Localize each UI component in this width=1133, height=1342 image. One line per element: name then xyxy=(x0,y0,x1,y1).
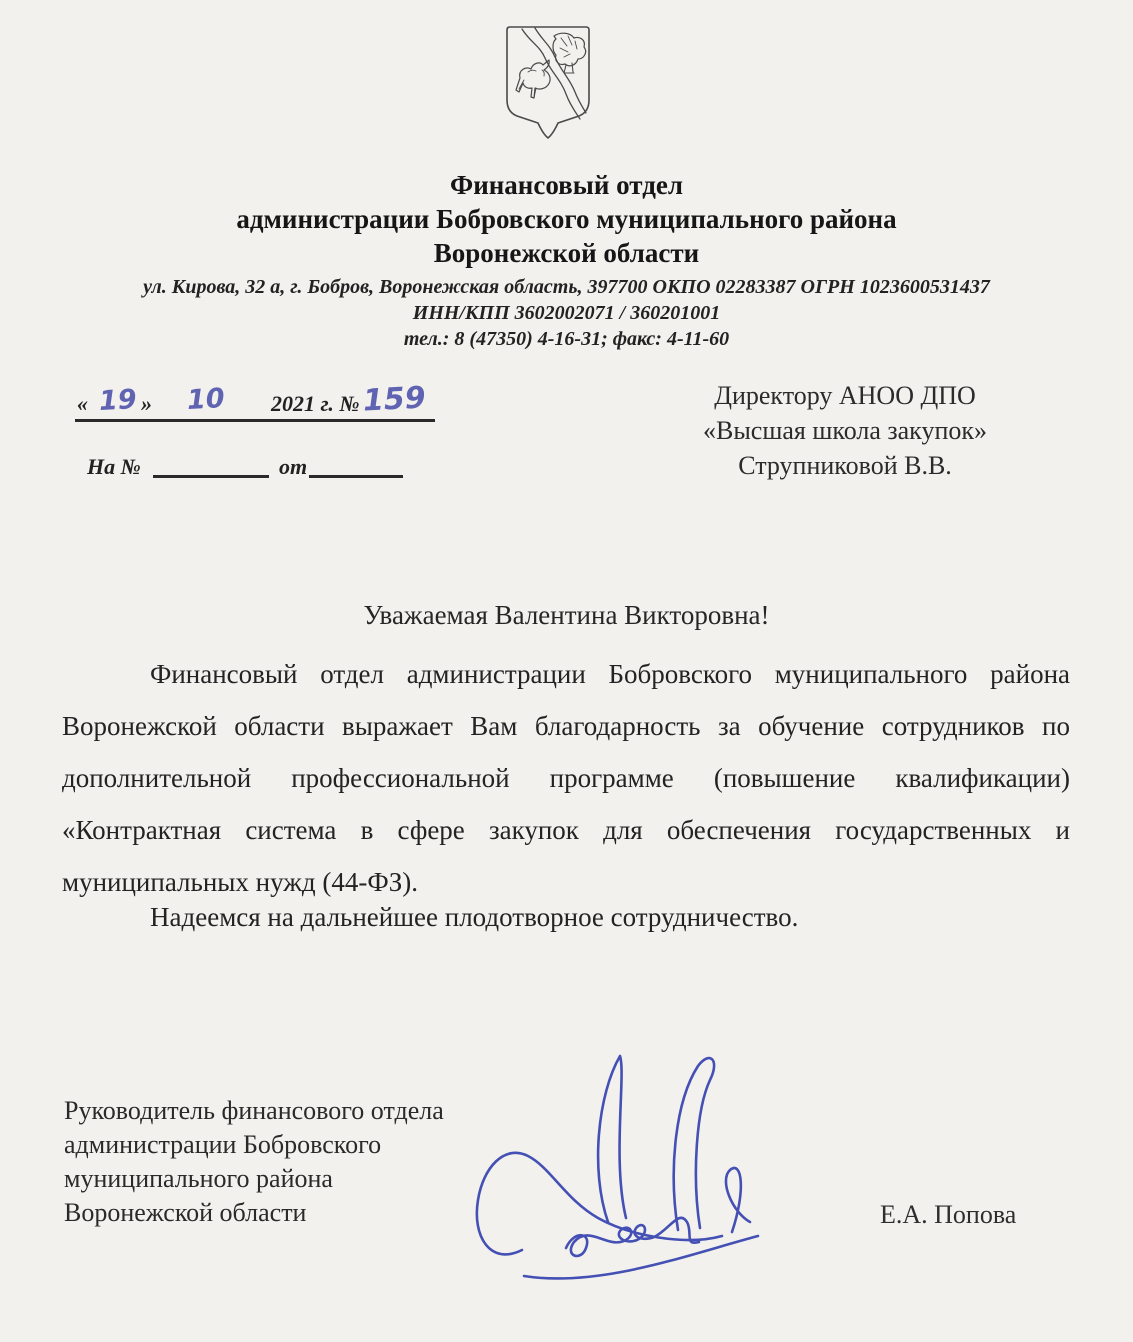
reply-reference-row xyxy=(75,448,435,480)
org-address-line: ул. Кирова, 32 а, г. Бобров, Воронежская область, 397700 ОКПО 02283387 ОГРН 1023600531437 xyxy=(143,276,990,298)
handwritten-signature-icon xyxy=(470,1040,800,1300)
signer-position-line3: муниципального района xyxy=(64,1164,333,1193)
addressee-organization: «Высшая школа закупок» xyxy=(703,416,987,445)
handwritten-outgoing-number: 159 xyxy=(362,380,427,419)
org-name-line3: Воронежской области xyxy=(433,238,700,268)
salutation: Уважаемая Валентина Викторовна! xyxy=(363,600,770,630)
handwritten-month: 10 xyxy=(186,383,226,416)
org-inn-line: ИНН/КПП 3602002071 / 360201001 xyxy=(412,302,721,324)
org-name-line2: администрации Бобровского муниципального района xyxy=(236,204,897,234)
signer-position-line2: администрации Бобровского xyxy=(64,1130,382,1159)
letterhead-contacts xyxy=(0,274,1133,352)
signer-position-block xyxy=(64,1094,494,1230)
reference-block xyxy=(75,382,435,480)
addressee-name: Струпниковой В.В. xyxy=(738,451,952,480)
addressee-block xyxy=(660,378,1030,483)
signer-name: Е.А. Попова xyxy=(880,1200,1017,1229)
reply-to-label: На № xyxy=(87,454,141,479)
open-quote-mark: « xyxy=(77,391,88,416)
year-number-label: 2021 г. № xyxy=(271,391,360,416)
reply-from-label: от xyxy=(279,454,308,479)
reply-number-blank-line xyxy=(153,475,269,478)
date-number-row xyxy=(75,382,435,422)
handwritten-day: 19 xyxy=(98,384,138,417)
org-phone-line: тел.: 8 (47350) 4-16-31; факс: 4-11-60 xyxy=(403,328,730,350)
close-quote-mark: » xyxy=(141,391,152,416)
coat-of-arms-icon xyxy=(498,22,598,140)
letterhead-org-name xyxy=(0,168,1133,270)
signer-position-line4: Воронежской области xyxy=(64,1198,307,1227)
org-name-line1: Финансовый отдел xyxy=(450,170,683,200)
signer-position-line1: Руководитель финансового отдела xyxy=(64,1096,444,1125)
addressee-title: Директору АНОО ДПО xyxy=(714,381,976,410)
body-paragraph-2: Надеемся на дальнейшее плодотворное сотрудничество. xyxy=(150,902,799,932)
body-paragraph-1: Финансовый отдел администрации Бобровского муниципального района Воронежской области выражает Вам благодарность за обучение сотрудников по дополнительной профессиональной программе (повышение квалификации) «Контрактная система в сфере закупок для обеспечения государственных и муниципальных нужд (44-ФЗ). xyxy=(62,659,1070,897)
reply-date-blank-line xyxy=(309,475,403,478)
